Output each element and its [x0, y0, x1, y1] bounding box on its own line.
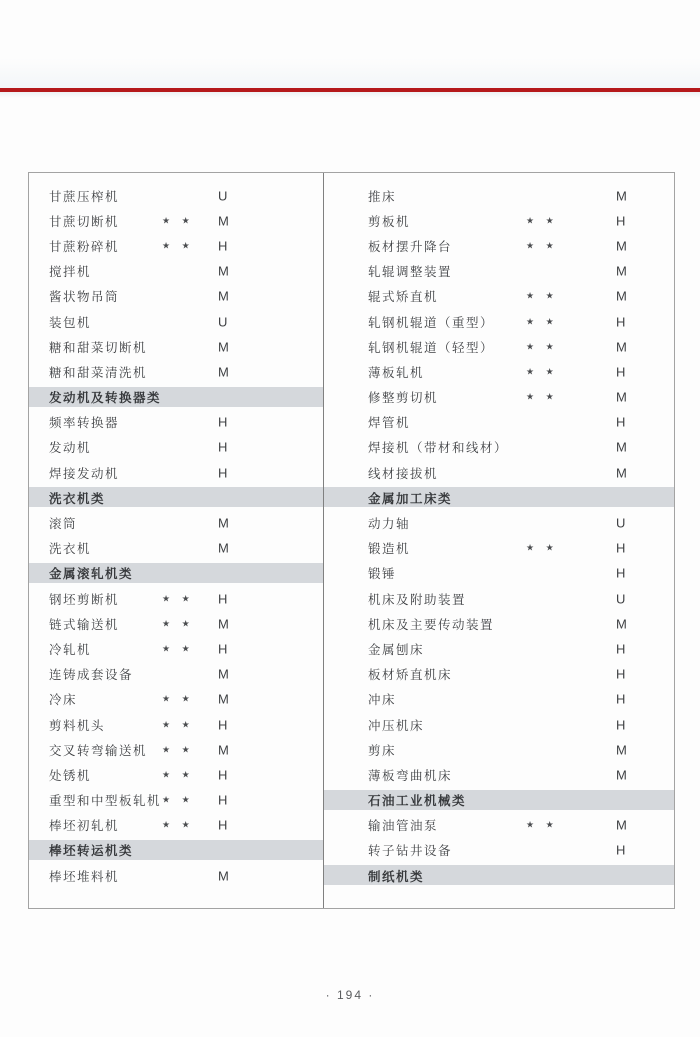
machine-row [324, 385, 674, 410]
machine-row [29, 510, 323, 535]
star-marks: ★ ★ [162, 693, 190, 704]
machine-row [324, 510, 674, 535]
rating-value: M [616, 288, 627, 304]
rating-value: M [218, 691, 229, 707]
machine-name: 金属刨床 [368, 642, 425, 657]
rating-value: H [218, 591, 228, 607]
rating-value: H [218, 414, 228, 430]
machine-name: 重型和中型板轧机 [49, 794, 162, 809]
rating-value: M [616, 389, 627, 405]
machine-name: 酱状物吊筒 [49, 290, 120, 305]
machine-name: 甘蔗压榨机 [49, 189, 120, 204]
machine-row [324, 359, 674, 384]
rating-value: M [218, 616, 229, 632]
machine-row [324, 233, 674, 258]
section-header-row [29, 385, 323, 410]
machine-row [324, 259, 674, 284]
machine-name: 剪料机头 [49, 718, 106, 733]
machine-row [29, 813, 323, 838]
machine-name: 动力轴 [368, 517, 411, 532]
machine-row [324, 662, 674, 687]
star-marks: ★ ★ [526, 215, 554, 226]
rating-value: M [616, 616, 627, 632]
table-column-left [29, 173, 323, 908]
machine-name: 剪板机 [368, 214, 411, 229]
star-marks: ★ ★ [162, 718, 190, 729]
rating-value: M [218, 666, 229, 682]
rating-value: M [616, 263, 627, 279]
section-title: 金属滚轧机类 [49, 567, 134, 582]
rating-value: H [218, 238, 228, 254]
section-title: 石油工业机械类 [368, 794, 467, 809]
machine-row [29, 334, 323, 359]
rating-value: U [616, 591, 626, 607]
machine-name: 薄板弯曲机床 [368, 768, 453, 783]
section-header-row [29, 838, 323, 863]
star-marks: ★ ★ [162, 592, 190, 603]
machine-row [324, 611, 674, 636]
machine-name: 锻造机 [368, 542, 411, 557]
star-marks: ★ ★ [162, 769, 190, 780]
rating-value: H [616, 666, 626, 682]
star-marks: ★ ★ [526, 290, 554, 301]
star-marks: ★ ★ [162, 618, 190, 629]
rating-value: M [218, 515, 229, 531]
machine-row [29, 586, 323, 611]
rating-value: H [218, 792, 228, 808]
rating-value: M [616, 767, 627, 783]
machine-name: 链式输送机 [49, 617, 120, 632]
machine-row [29, 536, 323, 561]
rating-value: H [616, 364, 626, 380]
machine-name: 轧钢机辊道（重型） [368, 315, 495, 330]
rating-value: U [616, 515, 626, 531]
rating-value: H [616, 213, 626, 229]
machine-row [324, 737, 674, 762]
machine-row [29, 687, 323, 712]
machine-row [324, 687, 674, 712]
machine-name: 推床 [368, 189, 397, 204]
rating-value: H [616, 540, 626, 556]
machine-name: 剪床 [368, 743, 397, 758]
star-marks: ★ ★ [526, 391, 554, 402]
machine-name: 冲床 [368, 693, 397, 708]
section-title: 棒坯转运机类 [49, 844, 134, 859]
machine-name: 板材摆升降台 [368, 239, 453, 254]
machine-name: 锻锤 [368, 567, 397, 582]
machine-row [29, 712, 323, 737]
machine-row [324, 813, 674, 838]
machine-name: 机床及主要传动装置 [368, 617, 495, 632]
machine-name: 板材矫直机床 [368, 668, 453, 683]
machine-row [324, 309, 674, 334]
machine-row [29, 737, 323, 762]
machine-row [29, 259, 323, 284]
section-title: 金属加工床类 [368, 491, 453, 506]
machine-name: 薄板轧机 [368, 365, 425, 380]
machine-row [29, 183, 323, 208]
rating-value: H [616, 565, 626, 581]
machine-row [324, 208, 674, 233]
page-number: · 194 · [325, 988, 375, 1002]
star-marks: ★ ★ [526, 366, 554, 377]
machine-name: 糖和甜菜切断机 [49, 340, 148, 355]
machine-name: 修整剪切机 [368, 391, 439, 406]
machine-row [29, 435, 323, 460]
machine-row [324, 712, 674, 737]
machine-name: 糖和甜菜清洗机 [49, 365, 148, 380]
machine-name: 机床及附助装置 [368, 592, 467, 607]
machine-row [29, 863, 323, 888]
rating-value: M [616, 339, 627, 355]
machine-name: 交叉转弯输送机 [49, 743, 148, 758]
star-marks: ★ ★ [526, 240, 554, 251]
star-marks: ★ ★ [162, 215, 190, 226]
section-title: 发动机及转换器类 [49, 391, 162, 406]
rating-value: M [218, 263, 229, 279]
machine-row [324, 762, 674, 787]
rating-value: M [616, 439, 627, 455]
machine-row [324, 410, 674, 435]
machine-row [324, 561, 674, 586]
machine-name: 棒坯初轧机 [49, 819, 120, 834]
machine-name: 频率转换器 [49, 416, 120, 431]
rating-value: H [616, 717, 626, 733]
rating-value: H [616, 691, 626, 707]
machine-row [324, 435, 674, 460]
rating-value: H [218, 439, 228, 455]
section-header-row [29, 485, 323, 510]
rating-value: H [218, 817, 228, 833]
rating-value: M [616, 238, 627, 254]
star-marks: ★ ★ [526, 315, 554, 326]
machine-name: 轧辊调整装置 [368, 265, 453, 280]
machine-name: 钢坯剪断机 [49, 592, 120, 607]
machine-name: 焊接机（带材和线材） [368, 441, 509, 456]
rating-value: H [218, 641, 228, 657]
machine-row [324, 460, 674, 485]
machine-name: 辊式矫直机 [368, 290, 439, 305]
section-title: 制纸机类 [368, 869, 425, 884]
machine-row [324, 536, 674, 561]
machine-name: 冲压机床 [368, 718, 425, 733]
machine-name: 焊管机 [368, 416, 411, 431]
rating-value: M [218, 868, 229, 884]
machine-row [324, 586, 674, 611]
machine-name: 搅拌机 [49, 265, 92, 280]
machine-row [29, 284, 323, 309]
rating-value: H [616, 414, 626, 430]
rating-value: M [218, 540, 229, 556]
star-marks: ★ ★ [526, 819, 554, 830]
machine-row [29, 788, 323, 813]
header-rule-shadow [0, 92, 700, 98]
machine-name: 转子钻井设备 [368, 844, 453, 859]
rating-value: M [616, 188, 627, 204]
machine-name: 冷床 [49, 693, 78, 708]
machine-row [324, 284, 674, 309]
machine-name: 输油管油泵 [368, 819, 439, 834]
rating-value: H [616, 842, 626, 858]
machinery-rating-table [28, 172, 675, 909]
section-header-row [29, 561, 323, 586]
rating-value: H [218, 717, 228, 733]
machine-name: 轧钢机辊道（轻型） [368, 340, 495, 355]
machine-name: 滚筒 [49, 517, 78, 532]
machine-row [29, 662, 323, 687]
section-header-row [324, 863, 674, 888]
machine-row [324, 838, 674, 863]
rating-value: M [616, 742, 627, 758]
machine-row [29, 636, 323, 661]
rating-value: H [616, 314, 626, 330]
section-header-row [324, 485, 674, 510]
machine-row [29, 410, 323, 435]
rating-value: M [616, 817, 627, 833]
machine-row [29, 611, 323, 636]
rating-value: M [218, 339, 229, 355]
machine-row [324, 183, 674, 208]
machine-name: 处锈机 [49, 768, 92, 783]
star-marks: ★ ★ [526, 542, 554, 553]
machine-row [29, 460, 323, 485]
star-marks: ★ ★ [526, 340, 554, 351]
machine-name: 棒坯堆料机 [49, 869, 120, 884]
machine-name: 洗衣机 [49, 542, 92, 557]
machine-row [29, 233, 323, 258]
star-marks: ★ ★ [162, 643, 190, 654]
machine-name: 装包机 [49, 315, 92, 330]
machine-name: 甘蔗粉碎机 [49, 239, 120, 254]
machine-name: 焊接发动机 [49, 466, 120, 481]
rating-value: H [218, 767, 228, 783]
section-header-row [324, 788, 674, 813]
machine-name: 冷轧机 [49, 642, 92, 657]
machine-name: 甘蔗切断机 [49, 214, 120, 229]
machine-row [29, 309, 323, 334]
machine-row [29, 208, 323, 233]
rating-value: M [218, 213, 229, 229]
star-marks: ★ ★ [162, 794, 190, 805]
machine-name: 发动机 [49, 441, 92, 456]
machine-row [324, 334, 674, 359]
rating-value: M [218, 742, 229, 758]
machine-row [29, 762, 323, 787]
star-marks: ★ ★ [162, 743, 190, 754]
rating-value: M [616, 465, 627, 481]
rating-value: H [616, 641, 626, 657]
rating-value: U [218, 188, 228, 204]
table-column-right [323, 173, 674, 908]
rating-value: H [218, 465, 228, 481]
star-marks: ★ ★ [162, 819, 190, 830]
rating-value: M [218, 364, 229, 380]
machine-name: 连铸成套设备 [49, 668, 134, 683]
machine-row [324, 636, 674, 661]
page-top-shading [0, 58, 700, 88]
star-marks: ★ ★ [162, 240, 190, 251]
section-title: 洗衣机类 [49, 491, 106, 506]
rating-value: M [218, 288, 229, 304]
rating-value: U [218, 314, 228, 330]
machine-name: 线材接拔机 [368, 466, 439, 481]
machine-row [29, 359, 323, 384]
